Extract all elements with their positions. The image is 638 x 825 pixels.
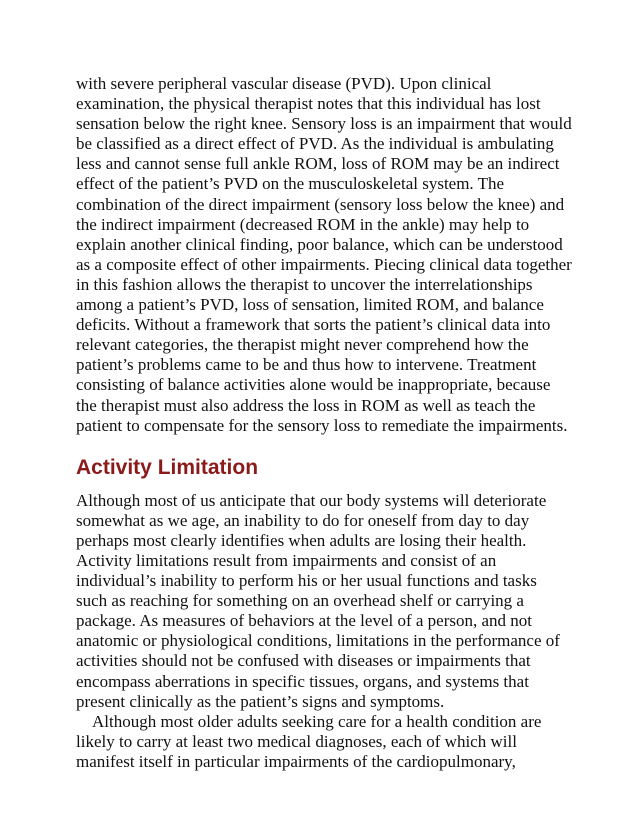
body-paragraph: Although most of us anticipate that our body systems will deteriorate somewhat as we age, an inability to do for oneself from day to day perhaps most clearly identifies when adults are losing their health. Activity limitations result from impairments and consist of an individual’s inability to perform his or her usual functions and tasks such as reaching for something on an overhead shelf or carrying a package. As measures of behaviors at the level of a person, and not anatomic or physiological conditions, limitations in the performance of activities should not be confused with diseases or impairments that encompass aberrations in specific tissues, organs, and systems that present clinically as the patient’s signs and symptoms. (76, 490, 560, 711)
body-paragraph: with severe peripheral vascular disease (PVD). Upon clinical examination, the physical therapist notes that this individual has lost sensation below the right knee. Sensory loss is an impairment that would be classified as a direct effect of PVD. As the individual is ambulating less and cannot sense full ankle ROM, loss of ROM may be an indirect effect of the patient’s PVD on the musculoskeletal system. The combination of the direct impairment (sensory loss below the knee) and the indirect impairment (decreased ROM in the ankle) may help to explain another clinical finding, poor balance, which can be understood as a composite effect of other impairments. Piecing clinical data together in this fashion allows the therapist to uncover the interrelationships among a patient’s PVD, loss of sensation, limited ROM, and balance deficits. Without a framework that sorts the patient’s clinical data into relevant categories, the therapist might never comprehend how the patient’s problems came to be and thus how to intervene. Treatment consisting of balance activities alone would be inappropriate, because the therapist must also address the loss in ROM as well as teach the patient to compensate for the sensory loss to remediate the impairments. (76, 74, 572, 435)
document-page (76, 74, 572, 772)
section-heading: Activity Limitation (76, 455, 259, 479)
body-paragraph: Although most older adults seeking care for a health condition are likely to carry at least two medical diagnoses, each of which will manifest itself in particular impairments of the cardiopulmonary, (76, 711, 542, 771)
